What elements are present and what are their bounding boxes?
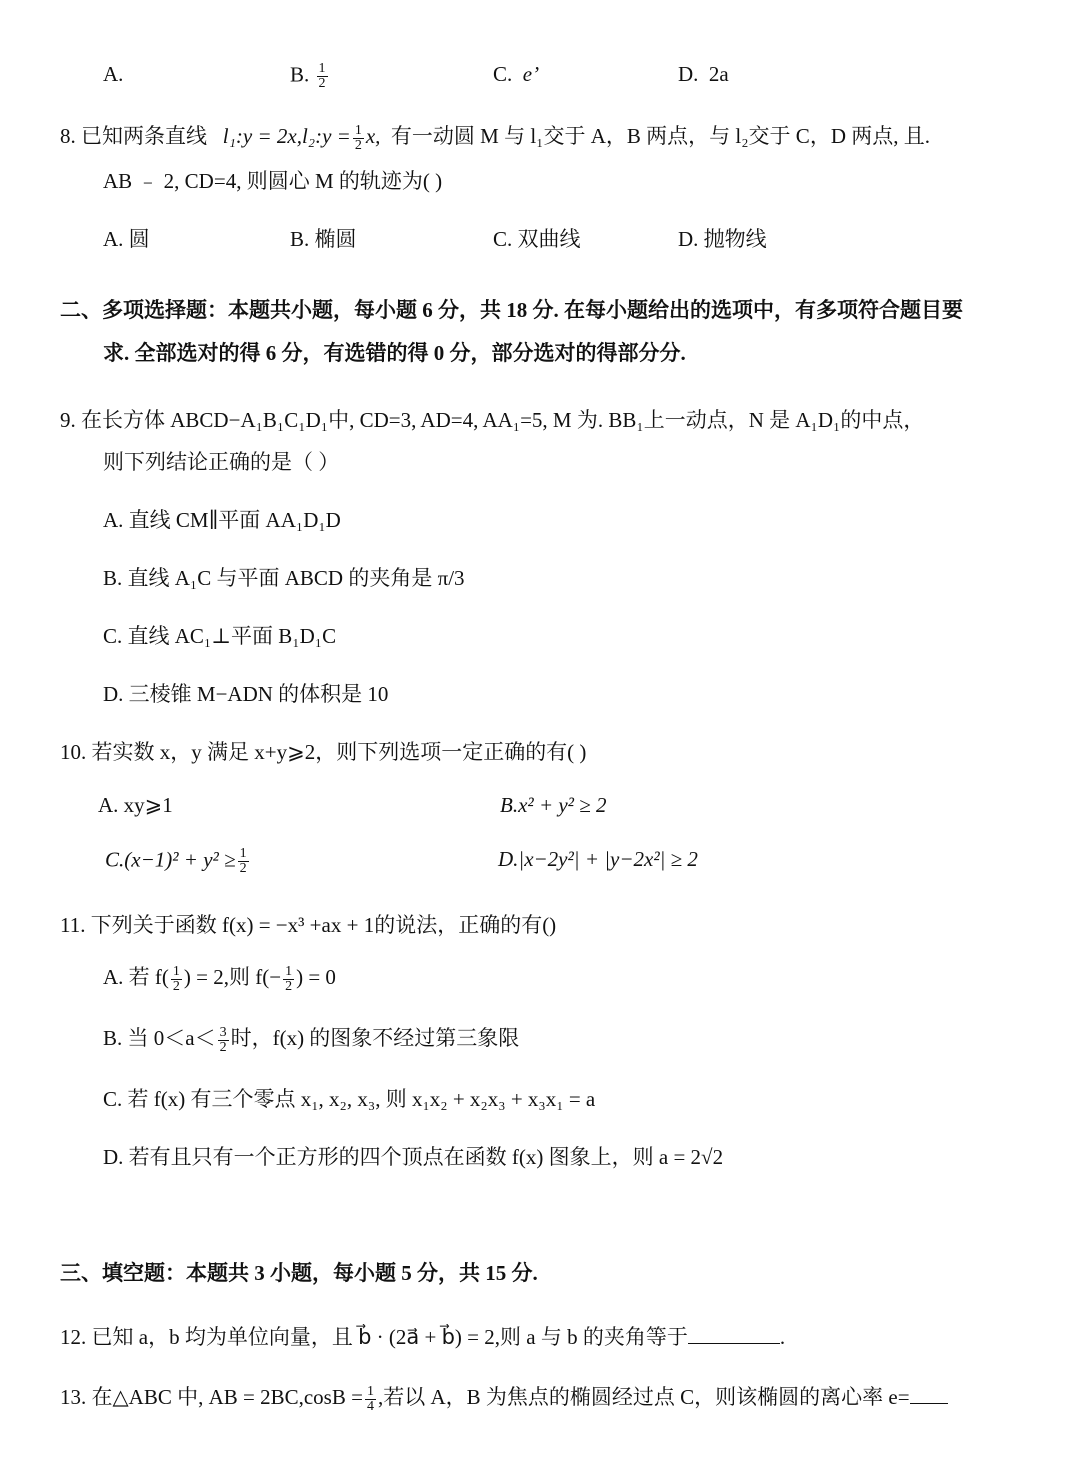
q9-stem-line1: 9. 在长方体 ABCD−A₁B₁C₁D₁中, CD=3, AD=4, AA₁=5, M 为. BB₁上一动点，N 是 A₁D₁的中点， [60, 408, 925, 432]
fraction: $\frac{3}{2}$ [219, 1024, 227, 1055]
q11-option-d: D. 若有且只有一个正方形的四个顶点在函数 f(x) 图象上，则 a = 2√2 [103, 1145, 724, 1169]
q10-option-a: A. xy⩾1 [98, 793, 173, 817]
q10-option-c: C.(x−1)² + y² ≥ $\frac{1}{2}$ [105, 846, 247, 876]
q7-option-a: A. [103, 62, 124, 86]
section3-heading: 三、填空题：本题共 3 小题，每小题 5 分，共 15 分. [60, 1261, 538, 1285]
q7-option-c: C. e’ [493, 62, 540, 86]
q9-option-b: B. 直线 A₁C 与平面 ABCD 的夹角是 π/3 [103, 566, 465, 590]
fraction: $\frac{1}{2}$ [285, 963, 293, 994]
q11-option-b: B. 当 0＜a＜ $\frac{3}{2}$ 时，f(x) 的图象不经过第三象限 [103, 1024, 520, 1055]
q9-option-d: D. 三棱锥 M−ADN 的体积是 10 [103, 682, 389, 706]
answer-blank[interactable] [688, 1323, 780, 1344]
fraction: $\frac{1}{2}$ [239, 846, 247, 876]
q11-option-c: C. 若 f(x) 有三个零点 x₁, x₂, x₃, 则 x₁x₂ + x₂x₃ + x₃x₁ = a [103, 1087, 596, 1111]
q9-option-a: A. 直线 CM∥平面 AA₁D₁D [103, 508, 341, 532]
fraction: $\frac{1}{4}$ [366, 1383, 374, 1414]
fraction: $\frac{1}{2}$ [354, 122, 362, 153]
q10-stem: 10. 若实数 x，y 满足 x+y⩾2，则下列选项一定正确的有( ) [60, 740, 587, 764]
q8-option-d: D. 抛物线 [678, 227, 767, 251]
fraction: $\frac{1}{2}$ [172, 963, 180, 994]
section2-heading-line1: 二、多项选择题：本题共小题，每小题 6 分，共 18 分. 在每小题给出的选项中，有多项符合题目要 [60, 298, 963, 322]
q8-stem-line1: 8. 已知两条直线 l₁:y = 2x,l₂:y = $\frac{1}{2}$ x, 有一动圆 M 与 l₁交于 A，B 两点，与 l₂交于 C，D 两点, 且. [60, 122, 930, 153]
q8-option-b: B. 椭圆 [290, 227, 357, 251]
q8-option-c: C. 双曲线 [493, 227, 581, 251]
q9-stem-line2: 则下列结论正确的是（ ） [103, 450, 340, 474]
q9-option-c: C. 直线 AC₁⊥平面 B₁D₁C [103, 624, 337, 648]
fraction: $\frac{1}{2}$ [318, 61, 326, 91]
q10-option-d: D.|x−2y²| + |y−2x²| ≥ 2 [498, 847, 698, 871]
q13-stem: 13. 在△ABC 中, AB = 2BC,cosB = $\frac{1}{4}$ ,若以 A，B 为焦点的椭圆经过点 C，则该椭圆的离心率 e= [60, 1381, 948, 1414]
q7-option-d: D. 2a [678, 62, 729, 86]
answer-blank[interactable] [910, 1383, 948, 1404]
q7-option-b: B. $\frac{1}{2}$ [290, 61, 326, 91]
q12-stem: 12. 已知 a，b 均为单位向量，且 b⃗ · (2a⃗ + b⃗) = 2,则 a 与 b 的夹角等于 . [60, 1325, 786, 1349]
section2-heading-line2: 求. 全部选对的得 6 分，有选错的得 0 分，部分选对的得部分分. [103, 341, 686, 365]
q10-option-b: B.x² + y² ≥ 2 [500, 793, 607, 817]
q8-option-a: A. 圆 [103, 227, 150, 251]
q8-stem-line2: AB ﹣ 2, CD=4, 则圆心 M 的轨迹为( ) [103, 169, 443, 193]
q11-option-a: A. 若 f( $\frac{1}{2}$ ) = 2,则 f(− $\frac{1}{2}$ ) = 0 [103, 963, 336, 994]
q11-stem: 11. 下列关于函数 f(x) = −x³ +ax + 1的说法，正确的有() [60, 913, 557, 937]
